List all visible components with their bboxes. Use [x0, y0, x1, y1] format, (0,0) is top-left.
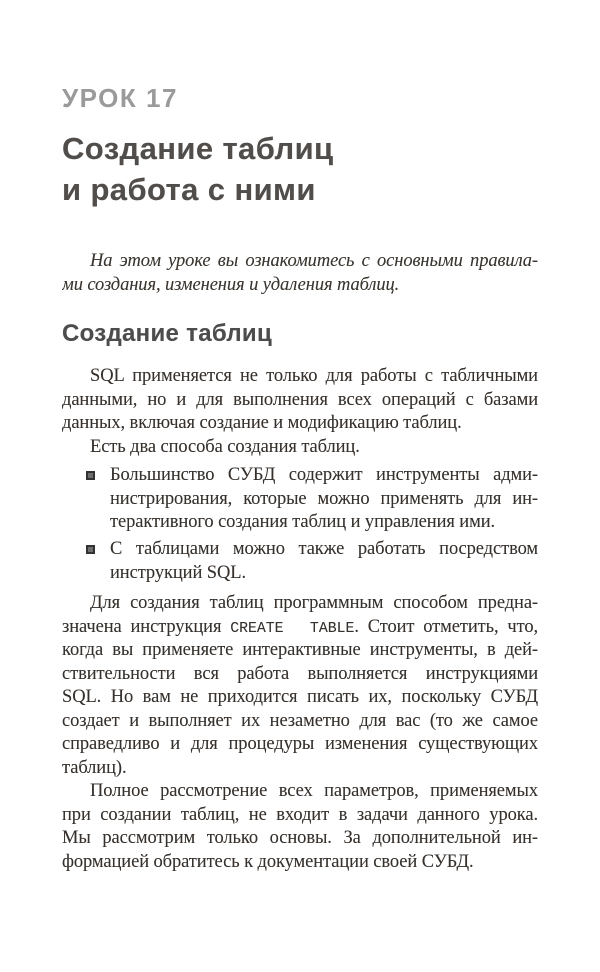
text-line: Есть два способа создания таблиц. — [90, 436, 360, 457]
text-line: SQL применяется не только для работы с табличными — [90, 366, 538, 386]
section-heading: Создание таблиц — [62, 320, 273, 347]
paragraph-1 — [62, 365, 538, 436]
chapter-title — [62, 128, 538, 210]
text-segment: . Стоит отметить, что, — [354, 616, 538, 637]
chapter-title-line-1: Создание таблиц — [62, 131, 334, 166]
text-line: формацией обратитесь к документации своей СУБД. — [62, 851, 474, 872]
text-line: нистрирования, которые можно применять для ин- — [110, 488, 538, 509]
text-line: Мы рассмотрим только основы. За дополнительной ин- — [62, 828, 538, 848]
list-item — [62, 538, 538, 585]
text-line: Полное рассмотрение всех параметров, применяемых — [90, 781, 538, 801]
text-line: С таблицами можно также работать посредством — [110, 539, 538, 559]
text-line: инструкций SQL. — [110, 562, 246, 583]
list-item — [62, 464, 538, 535]
text-line: данными, но и для выполнения всех операций с базами — [62, 389, 538, 410]
text-segment: значена инструкция — [62, 616, 231, 637]
paragraph-3 — [62, 592, 538, 780]
bullet-list — [62, 464, 538, 585]
body-text — [62, 365, 538, 874]
paragraph-2 — [62, 436, 538, 460]
inline-code: CREATE TABLE — [230, 620, 355, 637]
text-line: когда вы применяете интерактивные инструменты, в дей- — [62, 640, 538, 660]
intro-line-2: ми создания, изменения и удаления таблиц. — [62, 274, 400, 295]
bullet-square-icon — [86, 545, 95, 554]
text-line — [62, 616, 538, 640]
chapter-title-line-2: и работа с ними — [62, 172, 316, 207]
text-line: Для создания таблиц программным способом предна- — [90, 593, 538, 613]
text-line: ствительности вся работа выполняется инструкциями — [62, 663, 538, 684]
text-line: Большинство СУБД содержит инструменты адми- — [110, 465, 538, 485]
paragraph-4 — [62, 780, 538, 874]
text-line: таблиц). — [62, 757, 127, 778]
intro-paragraph — [62, 250, 538, 297]
bullet-square-icon — [86, 471, 95, 480]
text-line: при создании таблиц, не входит в задачи данного урока. — [62, 804, 538, 825]
intro-line-1: На этом уроке вы ознакомитесь с основными правила- — [90, 251, 538, 271]
text-line: создает и выполняет их незаметно для вас (то же самое — [62, 710, 538, 731]
text-line: данных, включая создание и модификацию таблиц. — [62, 413, 462, 433]
text-line: справедливо и для процедуры изменения существующих — [62, 734, 538, 754]
text-line: терактивного создания таблиц и управления ими. — [110, 512, 496, 532]
lesson-number: УРОК 17 — [62, 83, 178, 113]
text-line: SQL. Но вам не приходится писать их, поскольку СУБД — [62, 687, 538, 707]
